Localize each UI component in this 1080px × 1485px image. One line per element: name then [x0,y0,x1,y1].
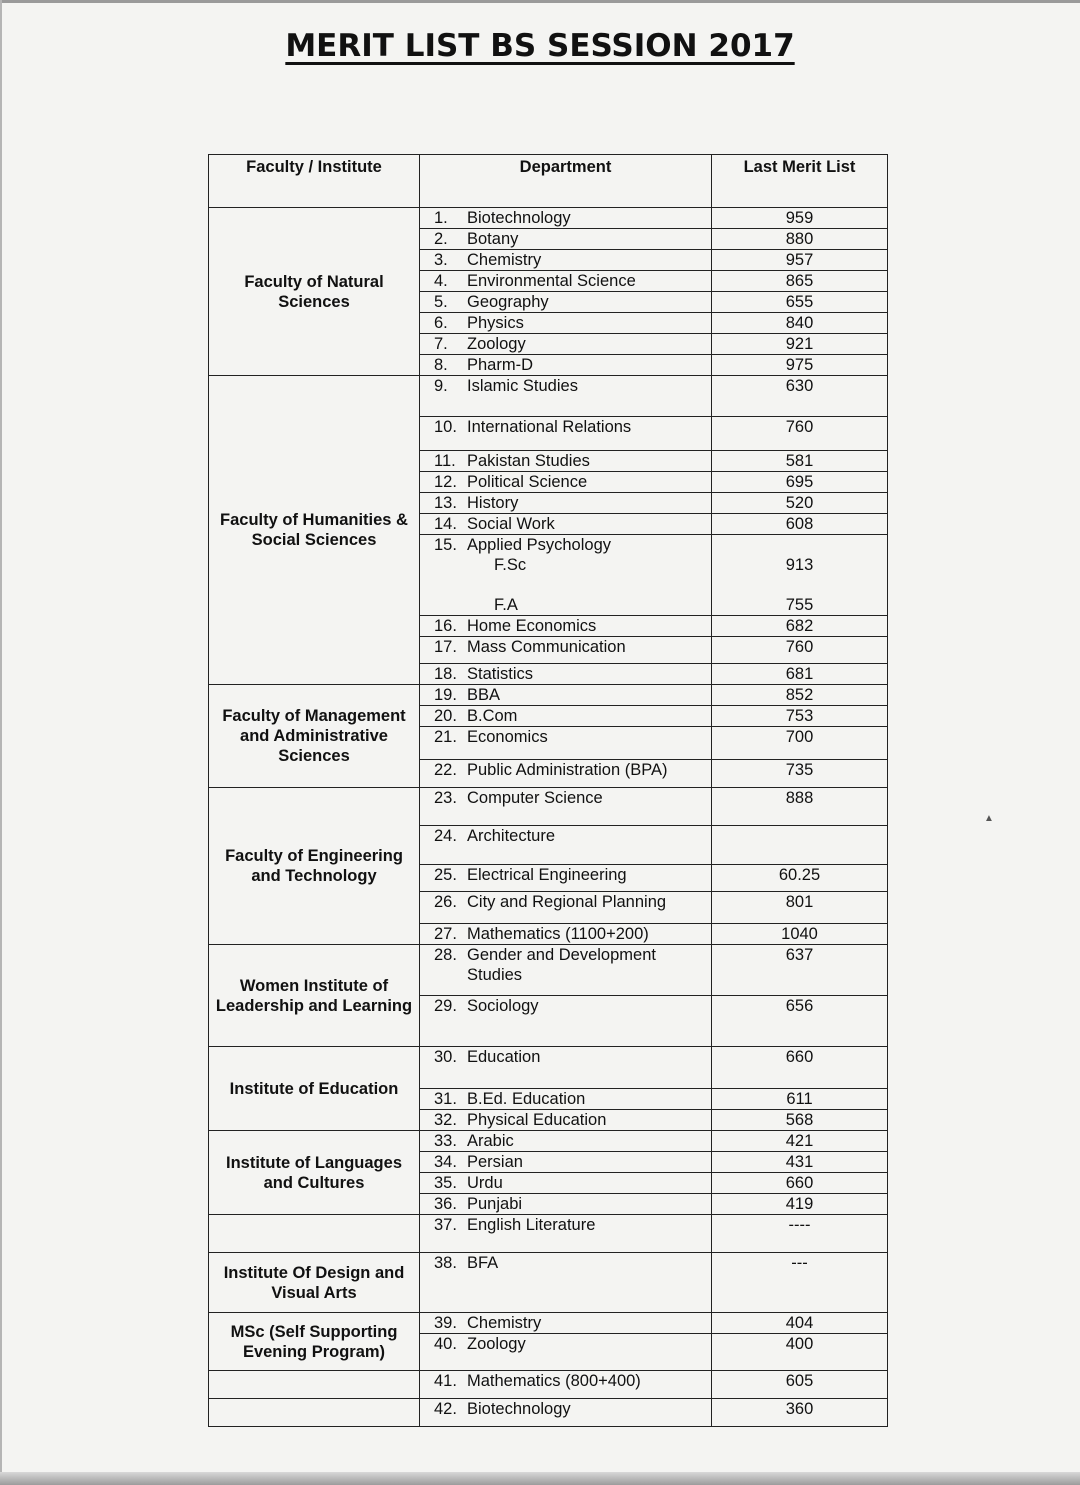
last-merit-cell: 419 [712,1194,888,1215]
department-cell [420,685,712,706]
department-cell [420,1110,712,1131]
last-merit-cell: ---- [712,1215,888,1253]
last-merit-cell: 1040 [712,924,888,945]
department-name: Mathematics (1100+200) [467,925,649,943]
sub-stream-fsc: F.Sc [494,556,527,574]
last-merit-cell: 605 [712,1371,888,1399]
last-merit-cell: 753 [712,706,888,727]
department-name: Biotechnology [467,209,571,227]
last-merit-cell: 568 [712,1110,888,1131]
table-row [209,1399,888,1427]
last-merit-cell: 760 [712,417,888,451]
department-name: Chemistry [467,251,542,269]
department-name: Pharm-D [467,356,534,374]
department-cell [420,1253,712,1313]
row-number: 42. [434,1400,457,1418]
department-cell [420,1334,712,1371]
table-row [209,1313,888,1334]
row-number: 8. [434,356,448,374]
table-row [209,685,888,706]
department-cell [420,727,712,760]
department-name: Architecture [467,827,556,845]
department-name: Punjabi [467,1195,523,1213]
department-cell [420,945,712,996]
department-name: Applied Psychology [467,536,612,554]
row-number: 7. [434,335,448,353]
faculty-cell-management: Faculty of Management and Administrative Sciences [209,685,420,788]
department-name: Political Science [467,473,588,491]
table-row [209,1371,888,1399]
row-number: 40. [434,1335,457,1353]
page-edge-top [0,0,1080,3]
faculty-cell-empty [209,1371,420,1399]
department-cell [420,313,712,334]
row-number: 30. [434,1048,457,1066]
department-name: B.Ed. Education [467,1090,586,1108]
faculty-cell-empty [209,1399,420,1427]
row-number: 37. [434,1216,457,1234]
last-merit-cell: 880 [712,229,888,250]
department-cell [420,826,712,865]
table-row [209,1215,888,1253]
last-merit-cell: 957 [712,250,888,271]
row-number: 38. [434,1254,457,1272]
last-merit-cell: 655 [712,292,888,313]
row-number: 29. [434,997,457,1015]
department-name: City and Regional Planning [467,893,667,911]
department-cell [420,1371,712,1399]
department-cell [420,706,712,727]
scan-speck: ▲ [984,813,994,824]
department-cell [420,1194,712,1215]
last-merit-cell: 865 [712,271,888,292]
row-number: 31. [434,1090,457,1108]
row-number: 16. [434,617,457,635]
last-merit-cell: 735 [712,760,888,788]
last-merit-cell: 700 [712,727,888,760]
department-name: Statistics [467,665,534,683]
department-cell [420,1152,712,1173]
last-merit-cell: 611 [712,1089,888,1110]
merit-value-fa: 755 [785,596,814,614]
header-faculty: Faculty / Institute [209,155,420,208]
department-name: Economics [467,728,548,746]
department-cell [420,1131,712,1152]
table-row [209,945,888,996]
table-header-row [209,155,888,208]
department-cell [420,451,712,472]
row-number: 12. [434,473,457,491]
department-name-continued: Studies [467,966,523,984]
row-number: 3. [434,251,448,269]
department-cell [420,637,712,664]
faculty-cell-design: Institute Of Design and Visual Arts [209,1253,420,1313]
row-number: 25. [434,866,457,884]
last-merit-cell: 660 [712,1047,888,1089]
department-cell [420,892,712,924]
last-merit-cell [712,535,888,616]
row-number: 33. [434,1132,457,1150]
row-number: 19. [434,686,457,704]
last-merit-cell: 421 [712,1131,888,1152]
last-merit-cell: 581 [712,451,888,472]
row-number: 27. [434,925,457,943]
row-number: 10. [434,418,457,436]
page-title-text: MERIT LIST BS SESSION 2017 [285,28,795,64]
department-cell [420,1215,712,1253]
faculty-cell-women: Women Institute of Leadership and Learning [209,945,420,1047]
row-number: 9. [434,377,448,395]
row-number: 18. [434,665,457,683]
department-cell [420,229,712,250]
row-number: 35. [434,1174,457,1192]
department-name: Environmental Science [467,272,636,290]
department-cell [420,355,712,376]
row-number: 28. [434,946,457,964]
merit-value-fsc: 913 [785,556,814,574]
last-merit-cell: 681 [712,664,888,685]
table-row [209,376,888,417]
row-number: 4. [434,272,448,290]
row-number: 41. [434,1372,457,1390]
sub-stream-fa: F.A [494,596,518,614]
department-name: Botany [467,230,519,248]
last-merit-cell: 801 [712,892,888,924]
department-name: Biotechnology [467,1400,571,1418]
faculty-cell-education: Institute of Education [209,1047,420,1131]
department-name: Mathematics (800+400) [467,1372,641,1390]
department-name: Physical Education [467,1111,607,1129]
department-name: History [467,494,519,512]
last-merit-cell: 520 [712,493,888,514]
department-cell [420,1089,712,1110]
last-merit-cell: 852 [712,685,888,706]
faculty-cell-languages: Institute of Languages and Cultures [209,1131,420,1215]
last-merit-cell: 360 [712,1399,888,1427]
header-last-merit: Last Merit List [712,155,888,208]
faculty-cell-msc: MSc (Self Supporting Evening Program) [209,1313,420,1371]
row-number: 36. [434,1195,457,1213]
table-row [209,788,888,826]
header-department: Department [420,155,712,208]
page-edge-left [0,0,2,1485]
row-number: 13. [434,494,457,512]
department-cell [420,417,712,451]
department-cell [420,208,712,229]
department-cell [420,472,712,493]
department-name: Electrical Engineering [467,866,627,884]
department-cell [420,493,712,514]
faculty-cell-engineering: Faculty of Engineering and Technology [209,788,420,945]
last-merit-cell: 695 [712,472,888,493]
page-edge-bottom [0,1472,1080,1485]
last-merit-cell: 888 [712,788,888,826]
last-merit-cell: 630 [712,376,888,417]
merit-table-body [209,155,888,1427]
row-number: 22. [434,761,457,779]
row-number: 24. [434,827,457,845]
row-number: 1. [434,209,448,227]
department-name: Mass Communication [467,638,626,656]
department-name: Urdu [467,1174,503,1192]
last-merit-cell: 975 [712,355,888,376]
merit-table [208,154,888,1427]
last-merit-cell: 400 [712,1334,888,1371]
last-merit-cell: 682 [712,616,888,637]
department-name: Home Economics [467,617,597,635]
department-cell [420,1313,712,1334]
table-row [209,1131,888,1152]
department-cell [420,616,712,637]
department-name: Sociology [467,997,539,1015]
department-cell [420,376,712,417]
department-cell [420,292,712,313]
department-cell [420,996,712,1047]
row-number: 26. [434,893,457,911]
last-merit-cell [712,826,888,865]
last-merit-cell: 660 [712,1173,888,1194]
department-cell [420,271,712,292]
department-cell [420,760,712,788]
department-cell [420,924,712,945]
row-number: 21. [434,728,457,746]
department-name: Zoology [467,335,526,353]
table-row [209,1047,888,1089]
department-cell [420,788,712,826]
last-merit-cell: 404 [712,1313,888,1334]
department-cell [420,334,712,355]
last-merit-cell: --- [712,1253,888,1313]
department-name: Islamic Studies [467,377,578,395]
department-name: International Relations [467,418,632,436]
department-cell [420,865,712,892]
department-cell [420,250,712,271]
last-merit-cell: 60.25 [712,865,888,892]
department-cell [420,664,712,685]
department-cell [420,535,712,616]
department-name: Public Administration (BPA) [467,761,668,779]
department-name: English Literature [467,1216,596,1234]
department-name: Education [467,1048,541,1066]
department-name: Zoology [467,1335,526,1353]
row-number: 15. [434,536,457,554]
last-merit-cell: 431 [712,1152,888,1173]
row-number: 2. [434,230,448,248]
last-merit-cell: 959 [712,208,888,229]
page-title [0,28,1080,64]
last-merit-cell: 608 [712,514,888,535]
department-cell [420,514,712,535]
last-merit-cell: 840 [712,313,888,334]
department-cell [420,1399,712,1427]
row-number: 14. [434,515,457,533]
last-merit-cell: 656 [712,996,888,1047]
last-merit-cell: 637 [712,945,888,996]
department-name: BBA [467,686,501,704]
department-name: Gender and Development [467,946,656,964]
last-merit-cell: 760 [712,637,888,664]
department-name: Social Work [467,515,555,533]
row-number: 32. [434,1111,457,1129]
faculty-cell-humanities: Faculty of Humanities & Social Sciences [209,376,420,685]
row-number: 6. [434,314,448,332]
department-cell [420,1047,712,1089]
row-number: 34. [434,1153,457,1171]
last-merit-cell: 921 [712,334,888,355]
row-number: 11. [434,452,456,470]
row-number: 39. [434,1314,457,1332]
department-name: Geography [467,293,549,311]
faculty-cell-natural: Faculty of Natural Sciences [209,208,420,376]
row-number: 17. [434,638,457,656]
row-number: 5. [434,293,448,311]
department-name: Pakistan Studies [467,452,590,470]
table-row [209,208,888,229]
department-name: B.Com [467,707,518,725]
department-name: Persian [467,1153,523,1171]
department-name: Arabic [467,1132,514,1150]
faculty-cell-empty [209,1215,420,1253]
department-name: Chemistry [467,1314,542,1332]
department-name: Physics [467,314,524,332]
department-cell [420,1173,712,1194]
department-name: BFA [467,1254,499,1272]
department-name: Computer Science [467,789,603,807]
row-number: 20. [434,707,457,725]
row-number: 23. [434,789,457,807]
table-row [209,1253,888,1313]
